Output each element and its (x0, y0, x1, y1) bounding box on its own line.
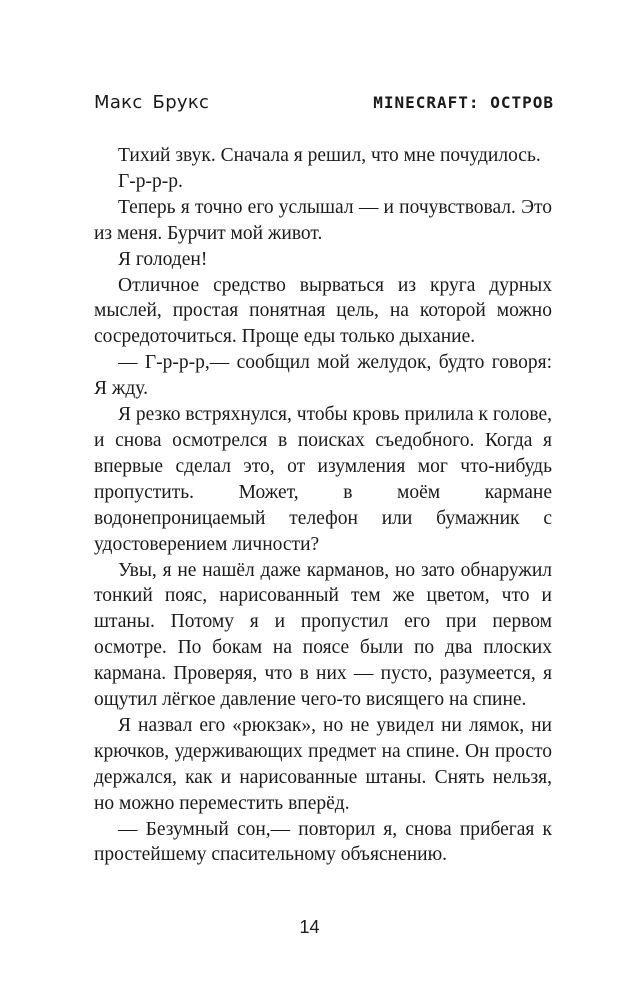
paragraph: — Г-р-р-р,— сообщил мой желудок, будто говоря: Я жду. (94, 352, 552, 400)
book-title: MINECRAFT: ОСТРОВ (373, 93, 554, 112)
paragraph: Отличное средство вырваться из круга дурных мыслей, простая понятная цель, на которой можно сосредоточиться. Проще еды только дыхание. (94, 274, 552, 348)
paragraph: Г-р-р-р. (118, 170, 183, 192)
paragraph: Я резко встряхнулся, чтобы кровь прилила к голове, и снова осмотрелся в поисках съедобного. Когда я впервые сделал это, от изумления мог что-нибудь пропустить. Может, в моём кармане водонепроницаемый телефон или бумажник с удостоверением личности? (94, 404, 552, 555)
body-text (94, 143, 552, 868)
author-name: Макс Брукс (94, 92, 210, 113)
page-number: 14 (299, 917, 320, 937)
paragraph: Я назвал его «рюкзак», но не увидел ни лямок, ни крючков, удерживающих предмет на спине. Он просто держался, как и нарисованные штаны. Снять нельзя, но можно переместить вперёд. (94, 714, 552, 814)
paragraph: — Безумный сон,— повторил я, снова прибегая к простейшему спасительному объяснению. (94, 818, 552, 866)
paragraph: Тихий звук. Сначала я решил, что мне почудилось. (118, 145, 541, 166)
paragraph: Увы, я не нашёл даже карманов, но зато обнаружил тонкий пояс, нарисованный тем же цветом, что и штаны. Потому я и пропустил его при первом осмотре. По бокам на поясе были по два плоских кармана. Проверяя, что в них — пусто, разумеется, я ощутил лёгкое давление чего-то висящего на спине. (94, 559, 552, 711)
running-head (94, 92, 554, 122)
paragraph: Теперь я точно его услышал — и почувствовал. Это из меня. Бурчит мой живот. (94, 196, 552, 244)
paragraph: Я голоден! (118, 248, 208, 270)
